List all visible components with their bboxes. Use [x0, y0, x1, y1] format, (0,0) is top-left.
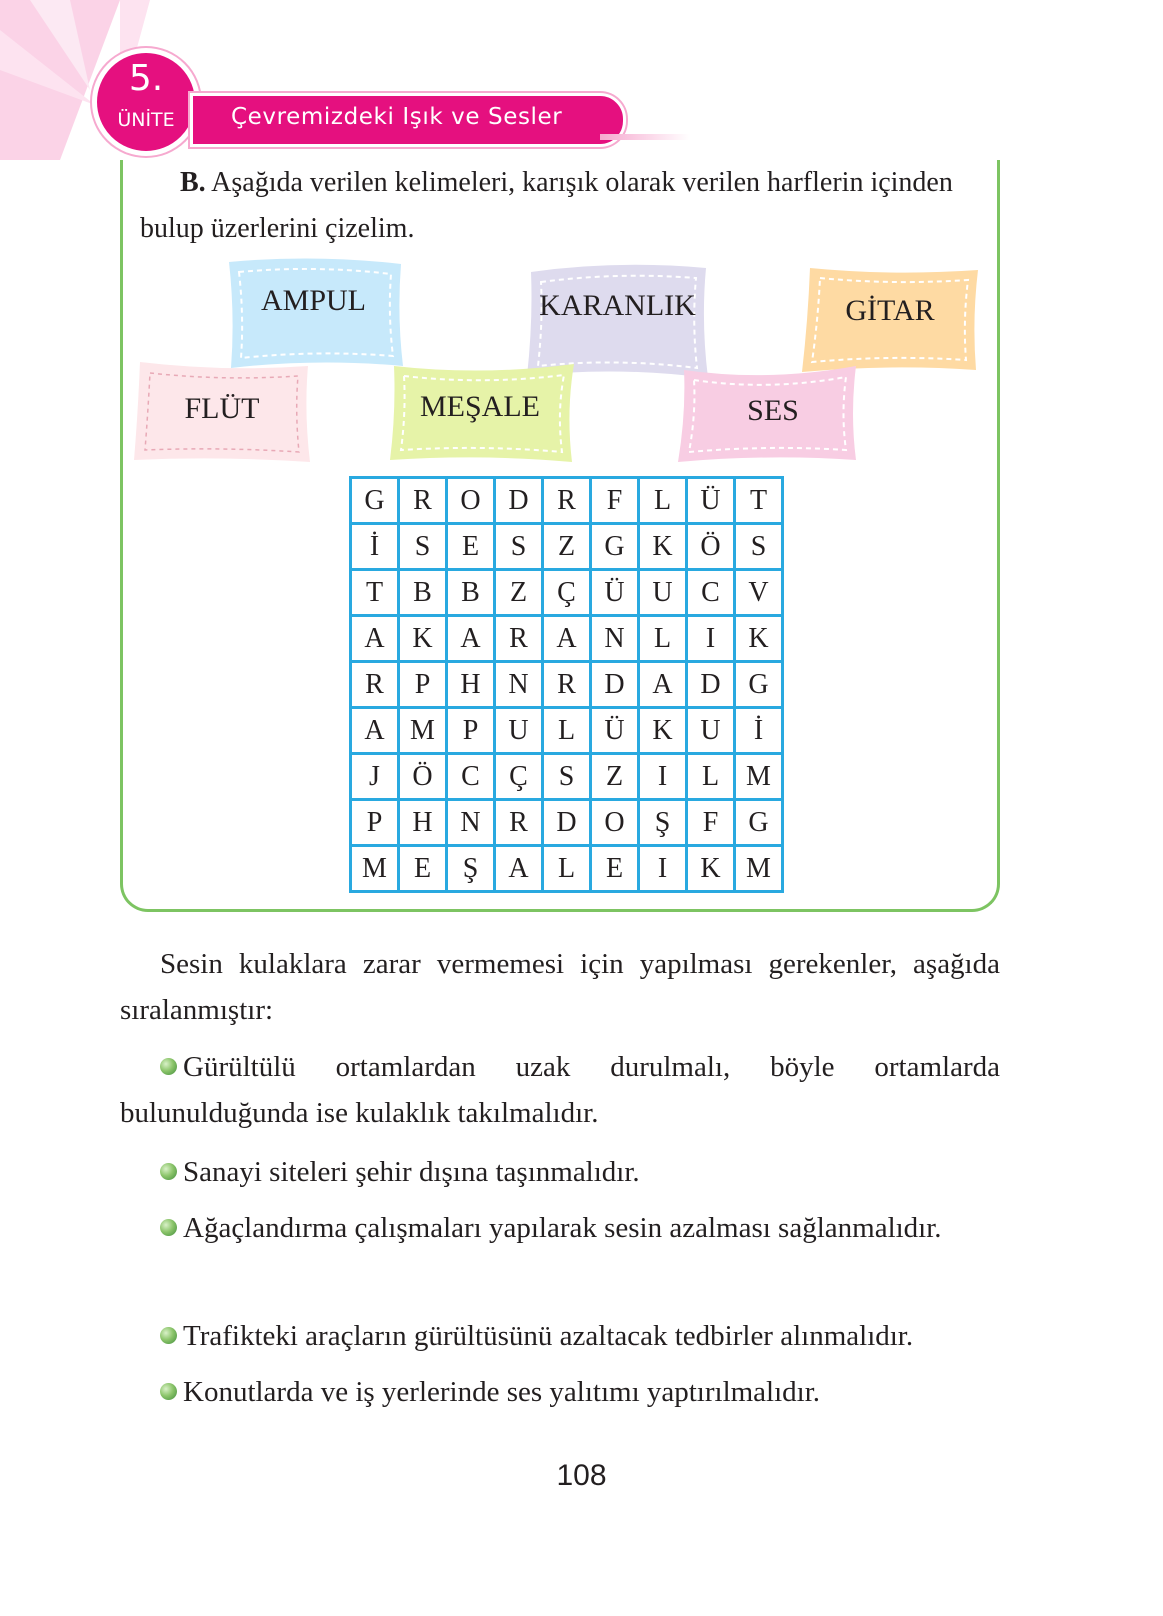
- grid-cell: G: [351, 478, 399, 524]
- grid-cell: İ: [735, 708, 783, 754]
- bullet-dot-icon: [160, 1219, 177, 1236]
- grid-cell: D: [687, 662, 735, 708]
- bullet-text: Trafikteki araçların gürültüsünü azaltacak tedbirler alınmalıdır.: [183, 1320, 914, 1352]
- grid-cell: T: [735, 478, 783, 524]
- grid-cell: C: [687, 570, 735, 616]
- bullet-dot-icon: [160, 1383, 177, 1400]
- grid-cell: U: [639, 570, 687, 616]
- grid-cell: N: [447, 800, 495, 846]
- grid-cell: L: [639, 478, 687, 524]
- bullet-item: [120, 1313, 1000, 1359]
- grid-cell: R: [399, 478, 447, 524]
- grid-cell: E: [447, 524, 495, 570]
- unit-badge: [92, 48, 200, 156]
- grid-cell: L: [543, 708, 591, 754]
- grid-cell: I: [639, 846, 687, 892]
- grid-cell: A: [351, 708, 399, 754]
- grid-cell: R: [543, 478, 591, 524]
- grid-cell: I: [687, 616, 735, 662]
- unit-word: ÜNİTE: [117, 109, 175, 131]
- grid-cell: K: [399, 616, 447, 662]
- grid-row: [351, 478, 783, 524]
- word-ses: SES: [747, 394, 799, 427]
- unit-number: 5.: [128, 58, 164, 99]
- bullet-item: [120, 1369, 1000, 1415]
- grid-cell: U: [495, 708, 543, 754]
- exercise-letter: B.: [180, 167, 206, 198]
- grid-row: [351, 708, 783, 754]
- grid-cell: G: [591, 524, 639, 570]
- grid-cell: R: [351, 662, 399, 708]
- grid-cell: N: [495, 662, 543, 708]
- bullet-text: Konutlarda ve iş yerlerinde ses yalıtımı yaptırılmalıdır.: [183, 1376, 821, 1408]
- grid-cell: E: [399, 846, 447, 892]
- intro-paragraph: Sesin kulaklara zarar vermemesi için yapılması gerekenler, aşağıda sıralanmıştır:: [120, 948, 1000, 1026]
- word-chip-ampul: [225, 256, 405, 371]
- grid-cell: M: [399, 708, 447, 754]
- grid-cell: Ş: [639, 800, 687, 846]
- grid-cell: D: [591, 662, 639, 708]
- grid-cell: O: [591, 800, 639, 846]
- grid-row: [351, 846, 783, 892]
- unit-title: Çevremizdeki Işık ve Sesler: [231, 104, 563, 130]
- word-chip-mesale: [388, 362, 578, 464]
- grid-cell: S: [399, 524, 447, 570]
- bullet-dot-icon: [160, 1163, 177, 1180]
- grid-cell: O: [447, 478, 495, 524]
- grid-row: [351, 570, 783, 616]
- word-ampul: AMPUL: [260, 284, 366, 317]
- word-chip-ses: [676, 364, 858, 464]
- grid-cell: K: [735, 616, 783, 662]
- grid-cell: Z: [543, 524, 591, 570]
- grid-cell: A: [351, 616, 399, 662]
- bullet-text: Sanayi siteleri şehir dışına taşınmalıdır.: [183, 1156, 640, 1188]
- grid-cell: Ö: [687, 524, 735, 570]
- grid-cell: G: [735, 662, 783, 708]
- grid-cell: Z: [591, 754, 639, 800]
- exercise-instruction-text: Aşağıda verilen kelimeleri, karışık olarak verilen harflerin içinden bulup üzerlerini çizelim.: [140, 167, 953, 244]
- word-flut: FLÜT: [184, 392, 260, 425]
- grid-cell: R: [495, 616, 543, 662]
- grid-cell: B: [447, 570, 495, 616]
- grid-cell: Ü: [591, 708, 639, 754]
- grid-cell: A: [495, 846, 543, 892]
- grid-cell: Ü: [591, 570, 639, 616]
- grid-cell: B: [399, 570, 447, 616]
- grid-cell: H: [447, 662, 495, 708]
- grid-cell: V: [735, 570, 783, 616]
- grid-cell: M: [735, 754, 783, 800]
- grid-cell: A: [447, 616, 495, 662]
- grid-cell: K: [639, 708, 687, 754]
- grid-cell: Ç: [495, 754, 543, 800]
- grid-cell: D: [543, 800, 591, 846]
- grid-cell: S: [735, 524, 783, 570]
- grid-cell: N: [591, 616, 639, 662]
- title-stripe-decoration: [600, 134, 690, 140]
- grid-cell: T: [351, 570, 399, 616]
- grid-cell: J: [351, 754, 399, 800]
- word-karanlik: KARANLIK: [539, 289, 696, 322]
- grid-cell: M: [735, 846, 783, 892]
- grid-cell: L: [639, 616, 687, 662]
- bullet-dot-icon: [160, 1327, 177, 1344]
- word-mesale: MEŞALE: [420, 390, 540, 423]
- word-chip-flut: [132, 360, 312, 465]
- bullet-dot-icon: [160, 1058, 177, 1075]
- grid-cell: İ: [351, 524, 399, 570]
- grid-cell: Ö: [399, 754, 447, 800]
- grid-cell: L: [687, 754, 735, 800]
- grid-cell: R: [543, 662, 591, 708]
- grid-row: [351, 524, 783, 570]
- exercise-instruction: [140, 160, 980, 252]
- grid-cell: H: [399, 800, 447, 846]
- word-chip-gitar: [800, 264, 980, 376]
- grid-cell: P: [447, 708, 495, 754]
- grid-cell: I: [639, 754, 687, 800]
- grid-cell: S: [495, 524, 543, 570]
- grid-row: [351, 800, 783, 846]
- grid-row: [351, 662, 783, 708]
- grid-cell: F: [687, 800, 735, 846]
- grid-cell: P: [351, 800, 399, 846]
- grid-cell: M: [351, 846, 399, 892]
- grid-row: [351, 616, 783, 662]
- bullet-text: Ağaçlandırma çalışmaları yapılarak sesin azalması sağlanmalıdır.: [183, 1212, 942, 1244]
- grid-cell: A: [543, 616, 591, 662]
- grid-cell: U: [687, 708, 735, 754]
- grid-cell: P: [399, 662, 447, 708]
- grid-cell: A: [639, 662, 687, 708]
- unit-title-bar: [190, 93, 626, 147]
- word-search-grid: [349, 476, 784, 893]
- grid-cell: S: [543, 754, 591, 800]
- grid-cell: G: [735, 800, 783, 846]
- bullet-text: Gürültülü ortamlardan uzak durulmalı, böyle ortamlarda bulunulduğunda ise kulaklık takılmalıdır.: [120, 1051, 1000, 1129]
- grid-cell: D: [495, 478, 543, 524]
- grid-cell: C: [447, 754, 495, 800]
- grid-cell: Z: [495, 570, 543, 616]
- bullet-item: [120, 1149, 1000, 1195]
- grid-cell: F: [591, 478, 639, 524]
- grid-cell: E: [591, 846, 639, 892]
- bullet-item: [120, 1205, 1000, 1251]
- grid-cell: Ş: [447, 846, 495, 892]
- page-number: 108: [556, 1459, 607, 1492]
- grid-cell: K: [687, 846, 735, 892]
- grid-row: [351, 754, 783, 800]
- grid-cell: Ç: [543, 570, 591, 616]
- grid-cell: Ü: [687, 478, 735, 524]
- word-gitar: GİTAR: [845, 294, 935, 327]
- grid-cell: K: [639, 524, 687, 570]
- grid-cell: R: [495, 800, 543, 846]
- bullet-item: [120, 1044, 1000, 1136]
- grid-cell: L: [543, 846, 591, 892]
